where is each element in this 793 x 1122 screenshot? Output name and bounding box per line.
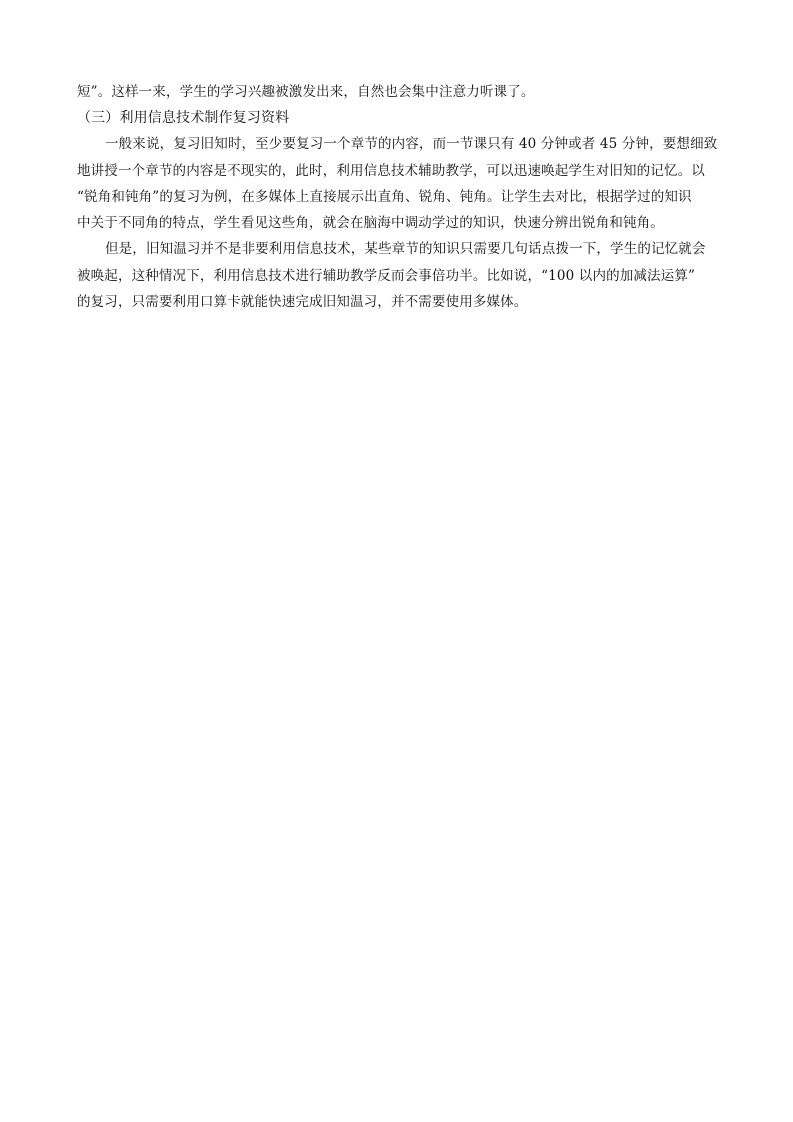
paragraph-1-line-3: “锐角和钝角”的复习为例，在多媒体上直接展示出直角、锐角、钝角。让学生去对比，根据学过的知识	[77, 188, 692, 205]
document-body	[77, 79, 717, 315]
paragraph-1-line-2: 地讲授一个章节的内容是不现实的，此时，利用信息技术辅助教学，可以迅速唤起学生对旧知的记忆。以	[77, 162, 705, 179]
paragraph-1-line-4: 中关于不同角的特点，学生看见这些角，就会在脑海中调动学过的知识，快速分辨出锐角和钝角。	[77, 215, 664, 232]
paragraph-2	[77, 236, 717, 315]
paragraph-2-line-2: 被唤起，这种情况下，利用信息技术进行辅助教学反而会事倍功半。比如说，“100 以内的加减法运算”	[77, 267, 696, 284]
continued-paragraph: 短”。这样一来，学生的学习兴趣被激发出来，自然也会集中注意力听课了。	[77, 84, 535, 100]
paragraph-2-line-1: 但是，旧知温习并不是非要利用信息技术，某些章节的知识只需要几句话点拨一下，学生的记忆就会	[105, 241, 706, 258]
paragraph-1	[77, 131, 717, 236]
paragraph-2-line-3: 的复习，只需要利用口算卡就能快速完成旧知温习，并不需要使用多媒体。	[77, 294, 528, 311]
section-heading: （三）利用信息技术制作复习资料	[77, 110, 290, 127]
paragraph-1-line-1: 一般来说，复习旧知时，至少要复习一个章节的内容，而一节课只有 40 分钟或者 45 分钟，要想细致	[105, 136, 718, 153]
